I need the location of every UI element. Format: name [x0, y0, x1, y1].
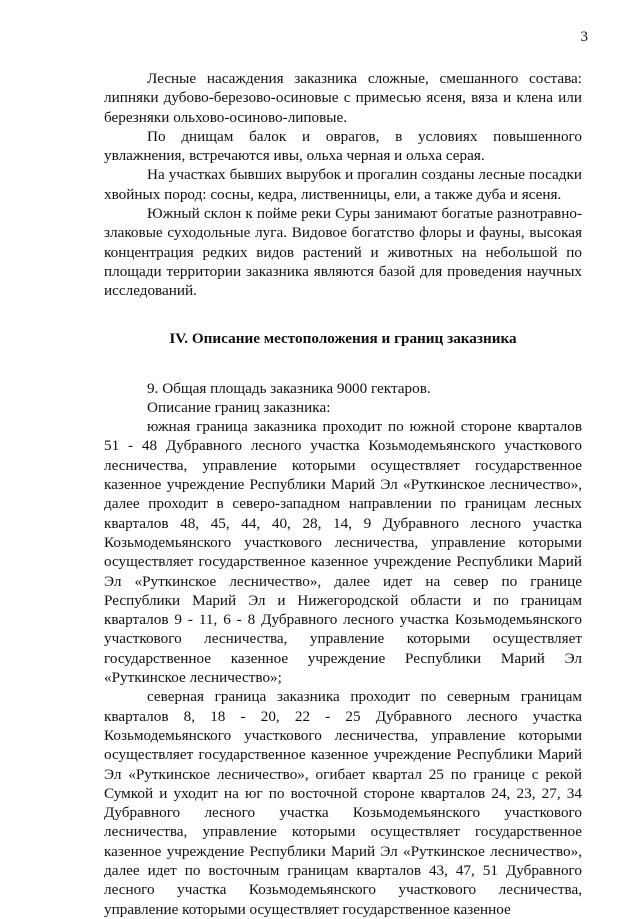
document-body	[104, 69, 582, 919]
paragraph-plantings: На участках бывших вырубок и прогалин созданы лесные посадки хвойных пород: сосны, кедра, лиственницы, ели, а также дуба и ясеня.	[104, 166, 582, 203]
paragraph-ravines: По днищам балок и оврагов, в условиях повышенного увлажнения, встречаются ивы, ольха черная и ольха серая.	[104, 127, 582, 165]
paragraph-total-area: 9. Общая площадь заказника 9000 гектаров.	[147, 379, 431, 397]
paragraph-forest-stands: Лесные насаждения заказника сложные, смешанного состава: липняки дубово-березово-осиновые с примесью ясеня, вяза и клена или березняки ольхово-осиново-липовые.	[104, 70, 582, 126]
page-number: 3	[580, 29, 588, 45]
section-heading: IV. Описание местоположения и границ заказника	[169, 329, 517, 347]
paragraph-boundaries-intro: Описание границ заказника:	[147, 398, 331, 416]
paragraph-meadows: Южный склон к пойме реки Суры занимают богатые разнотравно-злаковые суходольные луга. Видовое богатство флоры и фауны, высокая концентрация редких видов растений и животных на небольшой по площади территории заказника являются базой для проведения научных исследований.	[104, 205, 582, 300]
paragraph-northern-boundary: северная граница заказника проходит по северным границам кварталов 8, 18 - 20, 22 - 25 Дубравного лесного участка Козьмодемьянского участкового лесничества, управление которыми осуществляет государственное казенное учреждение Республики Марий Эл «Руткинское лесничество», огибает квартал 25 по границе с рекой Сумкой и уходит на юг по восточной стороне кварталов 24, 23, 27, 34 Дубравного лесного участка Козьмодемьянского участкового лесничества, управление которыми осуществляет государственное казенное учреждение Республики Марий Эл «Руткинское лесничество», далее идет по восточным границам кварталов 43, 47, 51 Дубравного лесного участка Козьмодемьянского участкового лесничества, управление которыми осуществляет государственное казенное	[104, 688, 582, 918]
paragraph-southern-boundary: южная граница заказника проходит по южной стороне кварталов 51 - 48 Дубравного лесного участка Козьмодемьянского участкового лесничества, управление которыми осуществляет государственное казенное учреждение Республики Марий Эл «Руткинское лесничество», далее проходит в северо-западном направлении по границам лесных кварталов 48, 45, 44, 40, 28, 14, 9 Дубравного лесного участка Козьмодемьянского участкового лесничества, управление которыми осуществляет государственное казенное учреждение Республики Марий Эл «Руткинское лесничество», далее идет на север по границе Республики Марий Эл и Нижегородской области и по границам кварталов 9 - 11, 6 - 8 Дубравного лесного участка Козьмодемьянского участкового лесничества, управление которыми осуществляет государственное казенное учреждение Республики Марий Эл «Руткинское лесничество»;	[104, 418, 582, 687]
